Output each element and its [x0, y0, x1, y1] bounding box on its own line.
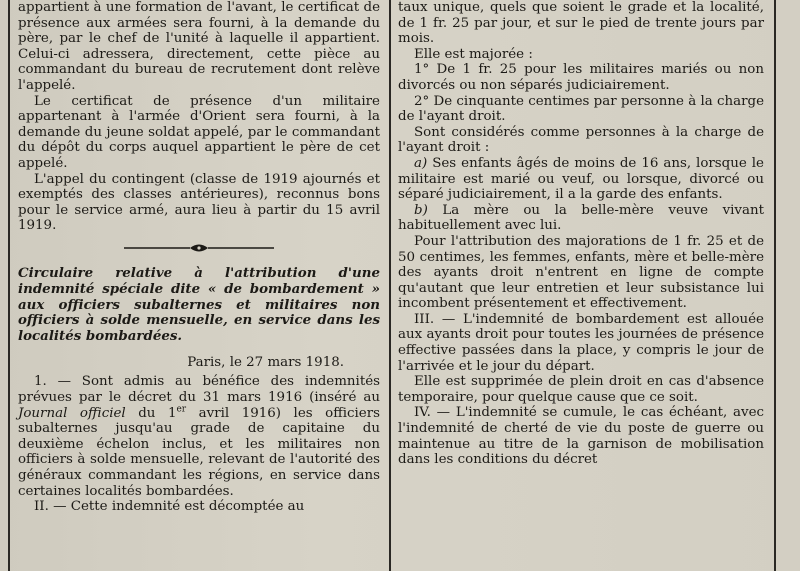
item-text-b: La mère ou la belle-mère veuve vivant habituellement avec lui. [398, 202, 764, 234]
article-1-text-c: avril 1916) les officiers subalternes jusqu'au grade de capitaine du deuxième échelon inclus, et les militaires non officiers à solde mensuelle, relevant de l'autorité des généraux commandant les régions, en service dans certaines localités bombardées. [18, 405, 380, 499]
left-column [18, 0, 380, 515]
journal-officiel-title: Journal officiel [18, 405, 126, 421]
ornamental-divider [124, 242, 274, 254]
article-2-start: II. — Cette indemnité est décomptée au [34, 499, 305, 515]
article-1 [18, 374, 380, 499]
paragraph-enfants [398, 156, 764, 203]
paragraph-majoration-2: 2° De cinquante centimes par personne à la charge de l'ayant droit. [398, 93, 764, 125]
paragraph-majoree: Elle est majorée : [414, 46, 533, 62]
article-1-superscript: er [176, 404, 187, 415]
article-1-text-a: 1. — Sont admis au bénéfice des indemnités prévues par le décret du 31 mars 1916 (inséré au [18, 374, 380, 406]
item-label-b: b) [414, 202, 428, 218]
left-column-rule [8, 0, 10, 571]
paragraph-mere [398, 203, 764, 234]
paragraph-armee-orient: Le certificat de présence d'un militaire appartenant à l'armée d'Orient sera fourni, à la demande du jeune soldat appelé, par le commandant du dépôt du corps auquel appartient le père de cet appelé. [18, 93, 380, 171]
paragraph-personnes-charge: Sont considérés comme personnes à la charge de l'ayant droit : [398, 124, 764, 156]
paragraph-certificat-avant: appartient à une formation de l'avant, le certificat de présence aux armées sera fourni, à la demande du père, par le chef de l'unité à laquelle il appartient. Celui-ci adressera, directement, cette pièce au commandant du bureau de recrutement dont relève l'appelé. [18, 0, 380, 93]
article-1-text-b: du 1 [125, 405, 177, 421]
paragraph-appel-contingent: L'appel du contingent (classe de 1919 ajournés et exemptés des classes antérieures), reconnus bons pour le service armé, aura lieu à partir du 15 avril 1919. [18, 171, 380, 234]
paragraph-taux-unique: taux unique, quels que soient le grade et la localité, de 1 fr. 25 par jour, et sur le pied de trente jours par mois. [398, 0, 764, 47]
right-column-rule [774, 0, 776, 571]
dateline: Paris, le 27 mars 1918. [187, 354, 344, 370]
article-4: IV. — L'indemnité se cumule, le cas échéant, avec l'indemnité de cherté de vie du poste de guerre ou maintenue au titre de la garnison de mobilisation dans les conditions du décret [398, 405, 764, 468]
item-text-a: Ses enfants âgés de moins de 16 ans, lorsque le militaire est marié ou veuf, ou lorsque, divorcé ou séparé judiciairement, il a la garde des enfants. [398, 155, 764, 203]
paragraph-attribution-majorations: Pour l'attribution des majorations de 1 fr. 25 et de 50 centimes, les femmes, enfants, mère et belle-mère des ayants droit n'entrent en ligne de compte qu'autant que leur entretien et leur subsistance lui incombent présentement et effectivement. [398, 233, 764, 312]
paragraph-majoration-1: 1° De 1 fr. 25 pour les militaires mariés ou non divorcés ou non séparés judiciairement. [398, 62, 764, 93]
column-divider-rule [389, 0, 391, 571]
circular-heading: Circulaire relative à l'attribution d'une indemnité spéciale dite « de bombardement » aux officiers subalternes et militaires non officiers à solde mensuelle, en service dans les localités bombardées. [18, 264, 380, 345]
paragraph-suppression: Elle est supprimée de plein droit en cas d'absence temporaire, pour quelque cause que ce soit. [398, 374, 764, 405]
item-label-a: a) [414, 155, 428, 171]
article-3: III. — L'indemnité de bombardement est allouée aux ayants droit pour toutes les journées de présence effective passées dans la place, y compris le jour de l'arrivée et le jour du départ. [398, 311, 764, 374]
right-column [398, 0, 764, 468]
